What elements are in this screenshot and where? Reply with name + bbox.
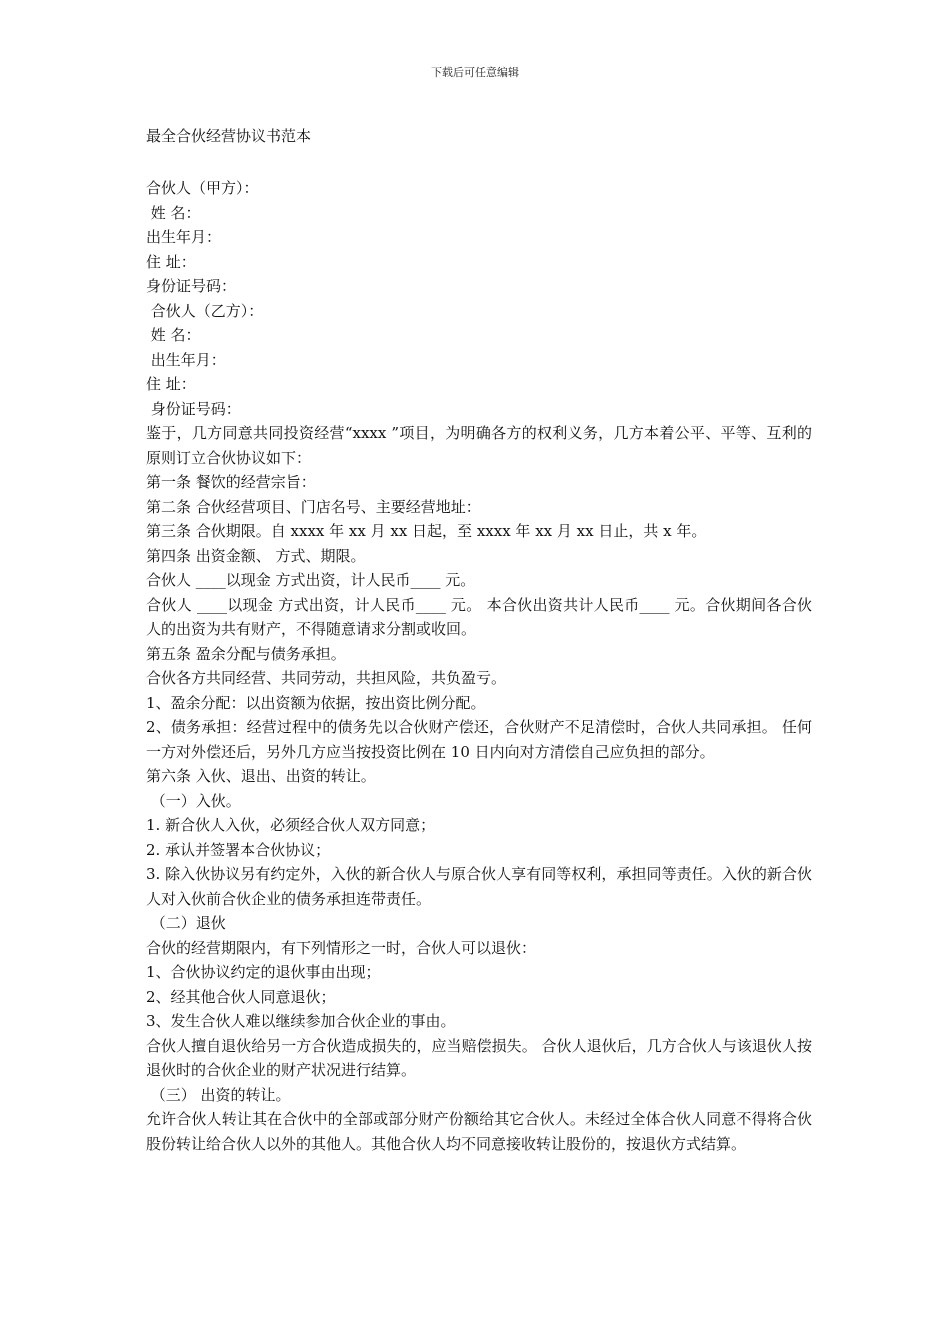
paragraph-article-4: 第四条 出资金额、 方式、期限。 [146,546,366,565]
paragraph-party-a-address: 住 址： [146,252,196,271]
paragraph-party-a-birth: 出生年月： [146,228,222,246]
paragraph-withdrawal-3: 3、发生合伙人难以继续参加合伙企业的事由。 [146,1012,456,1030]
paragraph-party-b-address: 住 址： [146,375,196,393]
paragraph-article-3: 第三条 合伙期限。自 xxxx 年 xx 月 xx 日起，至 xxxx 年 xx 月 xx 日止，共 x 年。 [146,522,707,540]
paragraph-joint-operation: 合伙各方共同经营、共同劳动，共担风险，共负盈亏。 [146,669,507,687]
paragraph-article-5: 第五条 盈余分配与债务承担。 [146,644,346,663]
paragraph-withdrawal-settlement: 合伙人擅自退伙给另一方合伙造成损失的，应当赔偿损失。 合伙人退伙后，几方合伙人与该退伙人按退伙时的合伙企业的财产状况进行结算。 [146,1036,812,1079]
paragraph-party-a-name: 姓 名： [146,203,201,222]
paragraph-joining-2: 2. 承认并签署本合伙协议； [146,840,331,859]
paragraph-withdrawal-1: 1、合伙协议约定的退伙事由出现； [146,963,381,981]
paragraph-withdrawal-2: 2、经其他合伙人同意退伙； [146,987,336,1006]
paragraph-section-transfer: （三） 出资的转让。 [146,1085,291,1104]
paragraph-party-b-id: 身份证号码： [146,399,241,418]
paragraph-profit-distribution: 1、盈余分配：以出资额为依据，按出资比例分配。 [146,693,486,712]
paragraph-article-2: 第二条 合伙经营项目、门店名号、主要经营地址： [146,497,481,516]
paragraph-party-b: 合伙人（乙方）： [146,301,264,320]
paragraph-party-a: 合伙人（甲方）： [146,179,259,197]
paragraph-section-withdrawal: （二）退伙 [146,914,226,932]
paragraph-transfer-rules: 允许合伙人转让其在合伙中的全部或部分财产份额给其它合伙人。未经过全体合伙人同意不得将合伙股份转让给合伙人以外的其他人。其他合伙人均不同意接收转让股份的，按退伙方式结算。 [146,1110,812,1153]
paragraph-joining-1: 1. 新合伙人入伙，必须经合伙人双方同意； [146,816,436,834]
paragraph-article-1: 第一条 餐饮的经营宗旨： [146,473,316,491]
paragraph-party-b-birth: 出生年月： [146,350,226,369]
paragraph-section-joining: （一）入伙。 [146,791,241,810]
page-header: 下载后可任意编辑 [431,66,519,79]
paragraph-debt-liability: 2、债务承担：经营过程中的债务先以合伙财产偿还，合伙财产不足清偿时，合伙人共同承担。 任何一方对外偿还后，另外几方应当按投资比例在 10 日内向对方清偿自己应负担的部分。 [146,718,812,761]
paragraph-party-a-id: 身份证号码： [146,277,237,295]
document-body [146,176,812,1156]
paragraph-withdrawal-intro: 合伙的经营期限内，有下列情形之一时，合伙人可以退伙： [146,938,537,957]
paragraph-preamble: 鉴于，几方同意共同投资经营“xxxx ”项目，为明确各方的权利义务，几方本着公平、平等、互利的原则订立合伙协议如下： [146,424,812,467]
paragraph-joining-3: 3. 除入伙协议另有约定外，入伙的新合伙人与原合伙人享有同等权利，承担同等责任。入伙的新合伙人对入伙前合伙企业的债务承担连带责任。 [146,865,812,908]
paragraph-party-b-name: 姓 名： [146,326,201,344]
paragraph-contribution-1: 合伙人 ____以现金 方式出资，计人民币____ 元。 [146,571,476,589]
paragraph-article-6: 第六条 入伙、退出、出资的转让。 [146,767,376,785]
paragraph-contribution-2: 合伙人 ____以现金 方式出资，计人民币____ 元。 本合伙出资共计人民币____ 元。合伙期间各合伙人的出资为共有财产，不得随意请求分割或收回。 [146,595,812,638]
document-title: 最全合伙经营协议书范本 [146,127,312,145]
